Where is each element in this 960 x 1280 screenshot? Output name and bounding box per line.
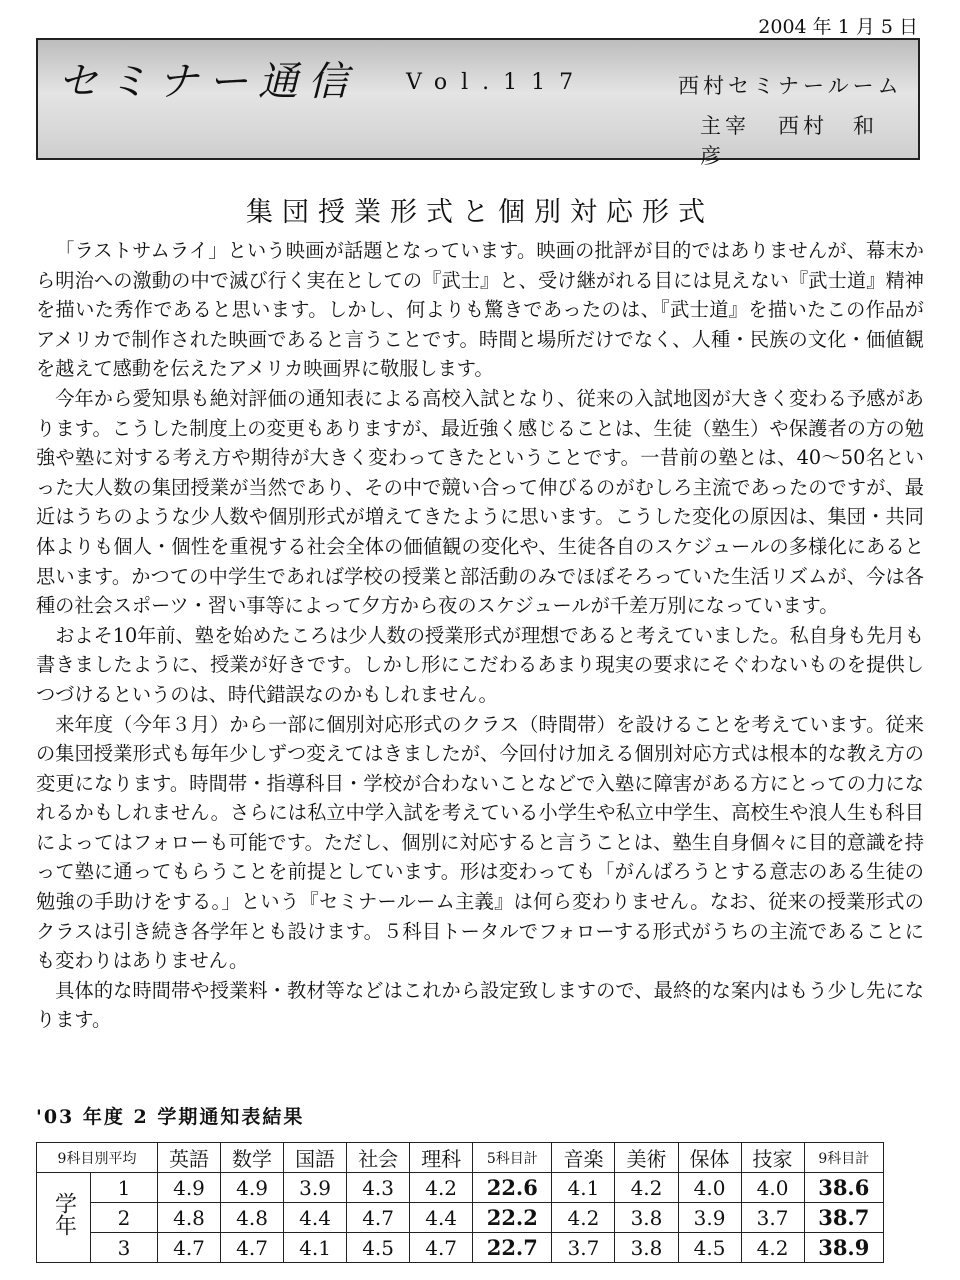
article-headline: 集団授業形式と個別対応形式 xyxy=(246,197,714,228)
newsletter-title: セミナー通信 xyxy=(58,59,358,105)
table-cell: 4.3 xyxy=(347,1173,410,1203)
table-cell: 4.2 xyxy=(615,1173,678,1203)
table-cell: 4.5 xyxy=(347,1233,410,1263)
table-cell: 4.0 xyxy=(678,1173,741,1203)
organization-name: 西村セミナールーム xyxy=(678,74,903,98)
table-cell: 3.8 xyxy=(615,1203,678,1233)
table-cell: 4.2 xyxy=(741,1233,804,1263)
column-header: 9科目計 xyxy=(804,1143,883,1173)
table-cell: 4.4 xyxy=(284,1203,347,1233)
table-cell: 4.4 xyxy=(410,1203,473,1233)
grade-number: 3 xyxy=(90,1233,157,1263)
table-cell: 3.7 xyxy=(552,1233,615,1263)
table-cell: 4.0 xyxy=(741,1173,804,1203)
table-row xyxy=(37,1203,884,1233)
table-cell: 4.7 xyxy=(221,1233,284,1263)
table-cell: 4.7 xyxy=(347,1203,410,1233)
table-cell-total: 38.9 xyxy=(804,1233,883,1263)
table-cell: 4.2 xyxy=(552,1203,615,1233)
table-cell: 4.8 xyxy=(221,1203,284,1233)
editor-role: 主宰 xyxy=(700,114,750,138)
column-header: 保体 xyxy=(678,1143,741,1173)
table-corner-label: 9科目別平均 xyxy=(37,1143,158,1173)
table-cell: 3.7 xyxy=(741,1203,804,1233)
grades-table xyxy=(36,1142,884,1263)
table-row xyxy=(37,1173,884,1203)
table-cell: 4.5 xyxy=(678,1233,741,1263)
article-paragraph: およそ10年前、塾を始めたころは少人数の授業形式が理想であると考えていました。私自身も先月も書きましたように、授業が好きです。しかし形にこだわるあまり現実の要求にそぐわないものを提供しつづけるというのは、時代錯誤なのかもしれません。 xyxy=(36,623,924,706)
grade-label-text: 学年 xyxy=(51,1192,77,1236)
table-cell: 4.1 xyxy=(552,1173,615,1203)
grade-row-label xyxy=(37,1173,91,1263)
table-row xyxy=(37,1233,884,1263)
table-cell-total: 22.2 xyxy=(473,1203,552,1233)
column-header: 英語 xyxy=(157,1143,220,1173)
article-body xyxy=(36,236,924,1035)
table-cell: 3.9 xyxy=(284,1173,347,1203)
column-header: 5科目計 xyxy=(473,1143,552,1173)
volume-number: Vol.117 xyxy=(406,70,588,95)
table-cell: 4.9 xyxy=(221,1173,284,1203)
table-cell-total: 22.6 xyxy=(473,1173,552,1203)
column-header: 数学 xyxy=(221,1143,284,1173)
article-paragraph: 来年度（今年３月）から一部に個別対応形式のクラス（時間帯）を設けることを考えています。従来の集団授業形式も毎年少しずつ変えてはきましたが、今回付け加える個別対応方式は根本的な教え方の変更になります。時間帯・指導科目・学校が合わないことなどで入塾に障害がある方にとっての力になれるかもしれません。さらには私立中学入試を考えている小学生や私立中学生、高校生や浪人生も科目によってはフォローも可能です。ただし、個別に対応すると言うことは、塾生自身個々に目的意識を持って塾に通ってもらうことを前提としています。形は変わっても「がんばろうとする意志のある生徒の勉強の手助けをする。」という『セミナールーム主義』は何ら変わりません。なお、従来の授業形式のクラスは引き続き各学年とも設けます。５科目トータルでフォローする形式がうちの主流であることにも変わりはありません。 xyxy=(36,712,924,973)
column-header: 社会 xyxy=(347,1143,410,1173)
editor-line xyxy=(700,110,918,170)
table-cell: 4.8 xyxy=(157,1203,220,1233)
column-header: 国語 xyxy=(284,1143,347,1173)
table-cell: 4.7 xyxy=(157,1233,220,1263)
grade-number: 1 xyxy=(90,1173,157,1203)
column-header: 理科 xyxy=(410,1143,473,1173)
column-header: 技家 xyxy=(741,1143,804,1173)
article-paragraph: 具体的な時間帯や授業料・教材等などはこれから設定致しますので、最終的な案内はもう少し先になります。 xyxy=(36,978,924,1032)
table-cell: 4.9 xyxy=(157,1173,220,1203)
table-cell: 4.1 xyxy=(284,1233,347,1263)
issue-date: 2004 年 1 月 5 日 xyxy=(758,16,918,38)
table-title: '03 年度 2 学期通知表結果 xyxy=(36,1106,305,1128)
table-cell: 4.2 xyxy=(410,1173,473,1203)
table-cell-total: 22.7 xyxy=(473,1233,552,1263)
table-cell: 4.7 xyxy=(410,1233,473,1263)
table-cell: 3.9 xyxy=(678,1203,741,1233)
table-cell-total: 38.7 xyxy=(804,1203,883,1233)
newsletter-banner xyxy=(36,38,920,168)
grade-number: 2 xyxy=(90,1203,157,1233)
table-cell: 3.8 xyxy=(615,1233,678,1263)
column-header: 美術 xyxy=(615,1143,678,1173)
editor-name: 西村 和彦 xyxy=(700,114,878,168)
table-header-row xyxy=(37,1143,884,1173)
table-cell-total: 38.6 xyxy=(804,1173,883,1203)
article-paragraph: 「ラストサムライ」という映画が話題となっています。映画の批評が目的ではありませんが、幕末から明治への激動の中で滅び行く実在としての『武士』と、受け継がれる目には見えない『武士道』精神を描いた秀作であると思います。しかし、何よりも驚きであったのは、『武士道』を描いたこの作品がアメリカで制作された映画であると言うことです。時間と場所だけでなく、人種・民族の文化・価値観を越えて感動を伝えたアメリカ映画界に敬服します。 xyxy=(36,239,924,381)
article-paragraph: 今年から愛知県も絶対評価の通知表による高校入試となり、従来の入試地図が大きく変わる予感があります。こうした制度上の変更もありますが、最近強く感じることは、生徒（塾生）や保護者の方の勉強や塾に対する考え方や期待が大きく変わってきたということです。一昔前の塾とは、40〜50名といった大人数の集団授業が当然であり、その中で競い合って伸びるのがむしろ主流であったのですが、最近はうちのような少人数や個別形式が増えてきたように思います。こうした変化の原因は、集団・共同体よりも個人・個性を重視する社会全体の価値観の変化や、生徒各自のスケジュールの多様化にあると思います。かつての中学生であれば学校の授業と部活動のみでほぼそろっていた生活リズムが、今は各種の社会スポーツ・習い事等によって夕方から夜のスケジュールが千差万別になっています。 xyxy=(36,386,924,618)
column-header: 音楽 xyxy=(552,1143,615,1173)
